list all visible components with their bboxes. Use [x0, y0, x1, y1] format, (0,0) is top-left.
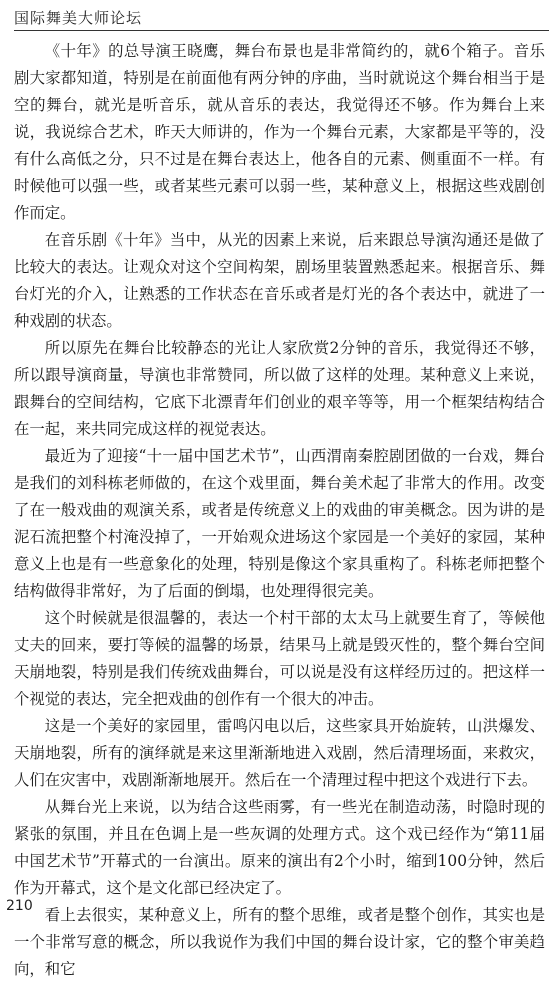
- article-body: [14, 38, 545, 983]
- paragraph: 这是一个美好的家园里，雷鸣闪电以后，这些家具开始旋转，山洪爆发、天崩地裂，所有的演绎就是来这里渐渐地进入戏剧，然后清理场面，来救灾，人们在灾害中，戏剧渐渐地展开。然后在一个清理过程中把这个戏进行下去。: [14, 717, 545, 789]
- paragraph: 从舞台光上来说，以为结合这些雨雾，有一些光在制造动荡，时隐时现的紧张的氛围，并且在色调上是一些灰调的处理方式。这个戏已经作为“第11届中国艺术节”开幕式的一台演出。原来的演出有2个小时，缩到100分钟，然后作为开幕式，这个是文化部已经决定了。: [14, 798, 545, 897]
- running-header-title: 国际舞美大师论坛: [14, 9, 143, 27]
- paragraph: 《十年》的总导演王晓鹰，舞台布景也是非常简约的，就6个箱子。音乐剧大家都知道，特别是在前面他有两分钟的序曲，当时就说这个舞台相当于是空的舞台，就光是听音乐，就从音乐的表达，我觉得还不够。作为舞台上来说，我说综合艺术，昨天大师讲的，作为一个舞台元素，大家都是平等的，没有什么高低之分，只不过是在舞台表达上，他各自的元素、侧重面不一样。有时候他可以强一些，或者某些元素可以弱一些，某种意义上，根据这些戏剧创作而定。: [14, 42, 545, 222]
- paragraph: 所以原先在舞台比较静态的光让人家欣赏2分钟的音乐，我觉得还不够，所以跟导演商量，导演也非常赞同，所以做了这样的处理。某种意义上来说，跟舞台的空间结构，它底下北漂青年们创业的艰辛等等，用一个框架结构结合在一起，来共同完成这样的视觉表达。: [14, 339, 545, 438]
- page-number: 210: [6, 898, 33, 914]
- paragraph: 最近为了迎接“十一届中国艺术节”，山西渭南秦腔剧团做的一台戏，舞台是我们的刘科栋老师做的，在这个戏里面，舞台美术起了非常大的作用。改变了在一般戏曲的观演关系，或者是传统意义上的戏曲的审美概念。因为讲的是泥石流把整个村淹没掉了，一开始观众进场这个家园是一个美好的家园，某种意义上也是有一些意象化的处理，特别是像这个家具重构了。科栋老师把整个结构做得非常好，为了后面的倒塌，也处理得很完美。: [14, 447, 545, 600]
- paragraph: 看上去很实，某种意义上，所有的整个思维，或者是整个创作，其实也是一个非常写意的概念，所以我说作为我们中国的舞台设计家，它的整个审美趋向，和它: [14, 906, 545, 978]
- page-header: [0, 0, 557, 34]
- paragraph: 在音乐剧《十年》当中，从光的因素上来说，后来跟总导演沟通还是做了比较大的表达。让观众对这个空间构架，剧场里装置熟悉起来。根据音乐、舞台灯光的介入，让熟悉的工作状态在音乐或者是灯光的各个表达中，就进了一种戏剧的状态。: [14, 231, 545, 330]
- header-divider: [14, 30, 549, 31]
- paragraph: 这个时候就是很温馨的，表达一个村干部的太太马上就要生育了，等候他丈夫的回来，要打等候的温馨的场景，结果马上就是毁灭性的，整个舞台空间天崩地裂，特别是我们传统戏曲舞台，可以说是没有这样经历过的。把这样一个视觉的表达，完全把戏曲的创作有一个很大的冲击。: [14, 609, 545, 708]
